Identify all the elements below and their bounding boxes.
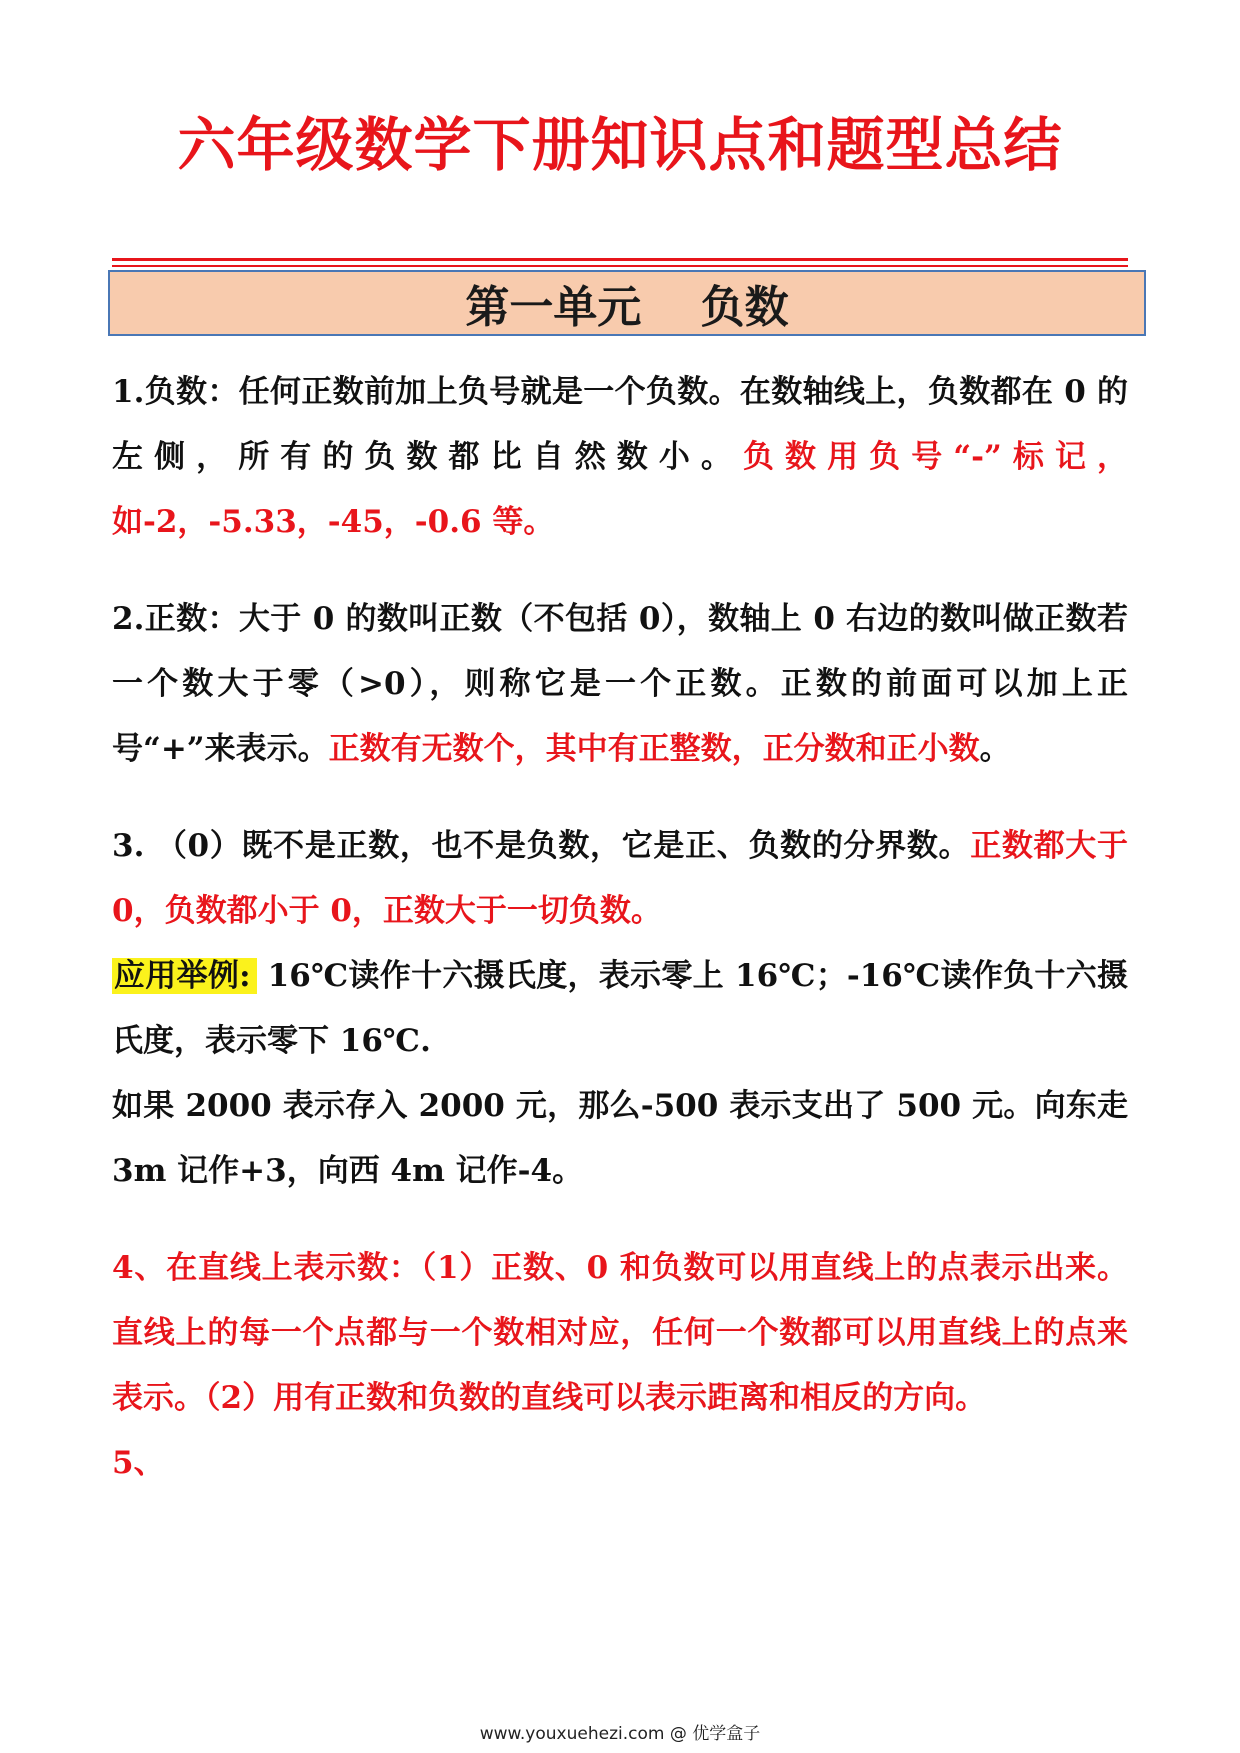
paragraph-emphasis: 正数有无数个，其中有正整数，正分数和正小数	[328, 731, 980, 767]
example-label-highlight: 应用举例:	[112, 958, 257, 994]
paragraph-number-line	[112, 1236, 1128, 1431]
paragraph-emphasis: 正数都大于 0，负数都小于 0，正数大于一切负数。	[112, 828, 1128, 929]
paragraph-zero	[112, 814, 1128, 944]
paragraph-text: 3. （0）既不是正数，也不是负数，它是正、负数的分界数。	[112, 828, 971, 864]
paragraph-example-temperature	[112, 944, 1128, 1074]
paragraph-example-money	[112, 1074, 1128, 1204]
paragraph-text: 1.负数：任何正数前加上负号就是一个负数。在数轴线上，负数都在 0 的左侧，所有的负数都比自然数小。	[112, 374, 1128, 475]
example-text: 16℃读作十六摄氏度，表示零上 16℃；-16℃读作负十六摄氏度，表示零下 16℃.	[112, 958, 1128, 1059]
paragraph-item-5	[112, 1431, 1128, 1496]
paragraph-emphasis: 5、	[112, 1445, 165, 1481]
footer-watermark: www.youxuehezi.com @ 优学盒子	[479, 1724, 761, 1744]
page-title: 六年级数学下册知识点和题型总结	[177, 111, 1063, 179]
unit-heading: 第一单元 负数	[465, 282, 789, 333]
paragraph-emphasis: 负数用负号“-”标记，如-2，-5.33，-45，-0.6 等。	[112, 439, 1129, 540]
title-divider-bottom	[112, 265, 1128, 267]
title-divider-top	[112, 258, 1128, 261]
example-text: 如果 2000 表示存入 2000 元，那么-500 表示支出了 500 元。向东走 3m 记作+3，向西 4m 记作-4。	[112, 1088, 1128, 1189]
paragraph-text: 2.正数：大于 0 的数叫正数（不包括 0），数轴上 0 右边的数叫做正数若一个数大于零（>0），则称它是一个正数。正数的前面可以加上正号“+”来表示。	[112, 601, 1128, 767]
paragraph-positive-numbers	[112, 587, 1128, 782]
paragraph-end-mark: 。	[979, 731, 1011, 767]
paragraph-negative-numbers	[112, 360, 1128, 555]
content-body	[112, 360, 1128, 1496]
paragraph-emphasis: 4、在直线上表示数：（1）正数、0 和负数可以用直线上的点表示出来。直线上的每一个点都与一个数相对应，任何一个数都可以用直线上的点来表示。（2）用有正数和负数的直线可以表示距离和相反的方向。	[112, 1250, 1128, 1416]
unit-heading-box	[108, 270, 1146, 336]
